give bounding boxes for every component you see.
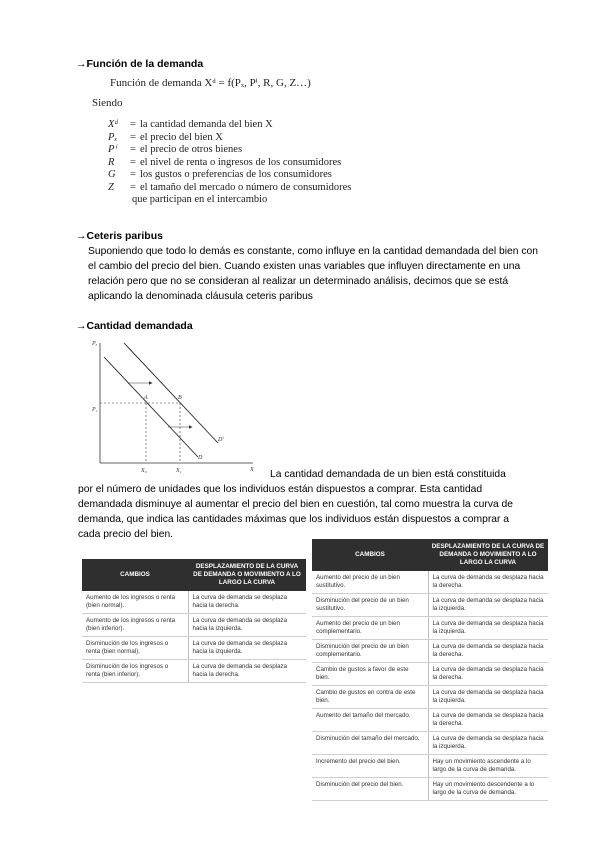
table-header-desplazamiento: DESPLAZAMIENTO DE LA CURVA DE DEMANDA O MOVIMIENTO A LO LARGO LA CURVA xyxy=(428,539,548,571)
ceteris-paribus-heading: →Ceteris paribus xyxy=(76,230,163,242)
demand-formula: Función de demanda Xᵈ = f(Pₓ, Pⁱ, R, G, Z…) xyxy=(110,77,311,89)
quantity-demanded-heading: →Cantidad demandada xyxy=(76,320,193,332)
table-row: Disminución de los ingresos o renta (bien normal). La curva de demanda se desplaza hacia la izquierda. xyxy=(82,637,306,660)
table-header-desplazamiento: DESPLAZAMIENTO DE LA CURVA DE DEMANDA O MOVIMIENTO A LO LARGO LA CURVA xyxy=(188,559,306,591)
point-a-label: A xyxy=(144,395,148,401)
point-b-label: B xyxy=(178,395,182,401)
curve-d-label: D xyxy=(198,455,203,461)
table-row: Aumento del tamaño del mercado. La curva de demanda se desplaza hacia la derecha. xyxy=(312,709,548,732)
table-header-cambios: CAMBIOS xyxy=(82,559,188,591)
definitions-list xyxy=(108,119,351,207)
definition-continuation: que participan en el intercambio xyxy=(132,194,268,205)
table-row: Aumento de los ingresos o renta (bien normal). La curva de demanda se desplaza hacia la derecha. xyxy=(82,591,306,614)
table-header-cambios: CAMBIOS xyxy=(312,539,428,571)
table-row: Disminución del tamaño del mercado. La curva de demanda se desplaza hacia la izquierda. xyxy=(312,732,548,755)
table-row: Cambio de gustos en contra de este bien. La curva de demanda se desplaza hacia la izquierda. xyxy=(312,686,548,709)
table-row: Cambio de gustos a favor de este bien. La curva de demanda se desplaza hacia la derecha. xyxy=(312,663,548,686)
income-changes-table xyxy=(82,559,306,683)
curve-d-prime-label: D' xyxy=(218,437,224,443)
table-row: Incremento del precio del bien. Hay un movimiento ascendente a lo largo de la curva de demanda. xyxy=(312,755,548,778)
definition-row: G = los gustos o preferencias de los consumidores xyxy=(108,169,332,180)
table-row: Aumento del precio de un bien complementario. La curva de demanda se desplaza hacia la izquierda. xyxy=(312,617,548,640)
demand-curve-graph xyxy=(88,335,263,475)
demand-function-heading: →Función de la demanda xyxy=(76,58,204,70)
demand-shift-table xyxy=(312,539,548,801)
ceteris-paribus-paragraph: Suponiendo que todo lo demás es constante, como influye en la cantidad demandada del bien con el cambio del precio del bien. Cuando existen unas variables que influyen directamente en una relación pero que no se consideran al realizar un determinado análisis, decimos que se está aplicando la denominada cláusula ceteris paribus xyxy=(88,246,538,302)
x1-label: X₁ xyxy=(176,468,182,474)
y-axis-label: Pₓ xyxy=(92,341,98,347)
definition-row: Pₓ = el precio del bien X xyxy=(108,131,223,143)
quantity-demanded-paragraph: por el número de unidades que los individuos están dispuestos a comprar. Esta cantidad demandada disminuye al aumentar el precio del bien en cuestión, tal como muestra la curva de demanda, que indica las cantidades máximas que los individuos están dispuestos a comprar a cada precio del bien. xyxy=(78,484,514,540)
table-row: Disminución de los ingresos o renta (bien inferior). La curva de demanda se desplaza hacia la derecha. xyxy=(82,660,306,683)
definition-row: R = el nivel de renta o ingresos de los consumidores xyxy=(108,156,342,168)
table-row: Aumento del precio de un bien sustitutivo. La curva de demanda se desplaza hacia la derecha. xyxy=(312,571,548,594)
definition-row: Z = el tamaño del mercado o número de consumidores xyxy=(108,181,352,193)
quantity-demanded-first-line: La cantidad demandada de un bien está constituida xyxy=(270,469,506,480)
table-row: Disminución del precio del bien. Hay un movimiento descendente a lo largo de la curva de demanda. xyxy=(312,778,548,801)
table-row: Aumento de los ingresos o renta (bien inferior). La curva de demanda se desplaza hacia la izquierda. xyxy=(82,614,306,637)
price-label: P₁ xyxy=(92,407,98,413)
definition-row: Xᵈ = la cantidad demanda del bien X xyxy=(108,119,273,130)
table-row: Disminución del precio de un bien sustitutivo. La curva de demanda se desplaza hacia la izquierda. xyxy=(312,594,548,617)
definition-row: Pⁱ = el precio de otros bienes xyxy=(108,144,243,155)
x0-label: X₀ xyxy=(141,468,147,474)
siendo-label: Siendo xyxy=(92,97,123,109)
x-axis-label: X xyxy=(250,467,254,473)
table-row: Disminución del precio de un bien complementario. La curva de demanda se desplaza hacia la derecha. xyxy=(312,640,548,663)
